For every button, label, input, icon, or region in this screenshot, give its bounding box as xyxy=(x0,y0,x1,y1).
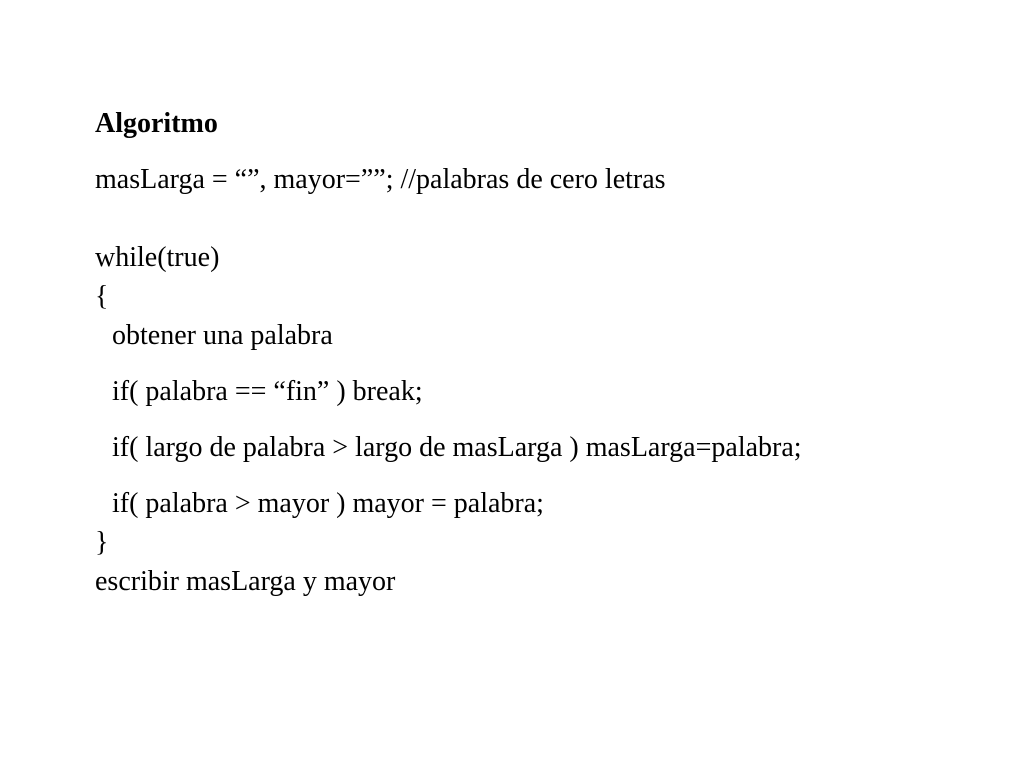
code-line-if-fin: if( palabra == “fin” ) break; xyxy=(112,376,423,407)
code-line-get-word: obtener una palabra xyxy=(112,320,333,351)
code-line-init: masLarga = “”, mayor=””; //palabras de cero letras xyxy=(95,164,666,195)
code-line-output: escribir masLarga y mayor xyxy=(95,566,396,597)
code-line-if-longest: if( largo de palabra > largo de masLarga ) masLarga=palabra; xyxy=(112,432,802,463)
code-line-while: while(true) xyxy=(95,242,220,273)
code-line-open-brace: { xyxy=(95,281,109,312)
code-line-close-brace: } xyxy=(95,527,109,558)
slide-title: Algoritmo xyxy=(95,108,218,139)
code-line-if-greater: if( palabra > mayor ) mayor = palabra; xyxy=(112,488,544,519)
